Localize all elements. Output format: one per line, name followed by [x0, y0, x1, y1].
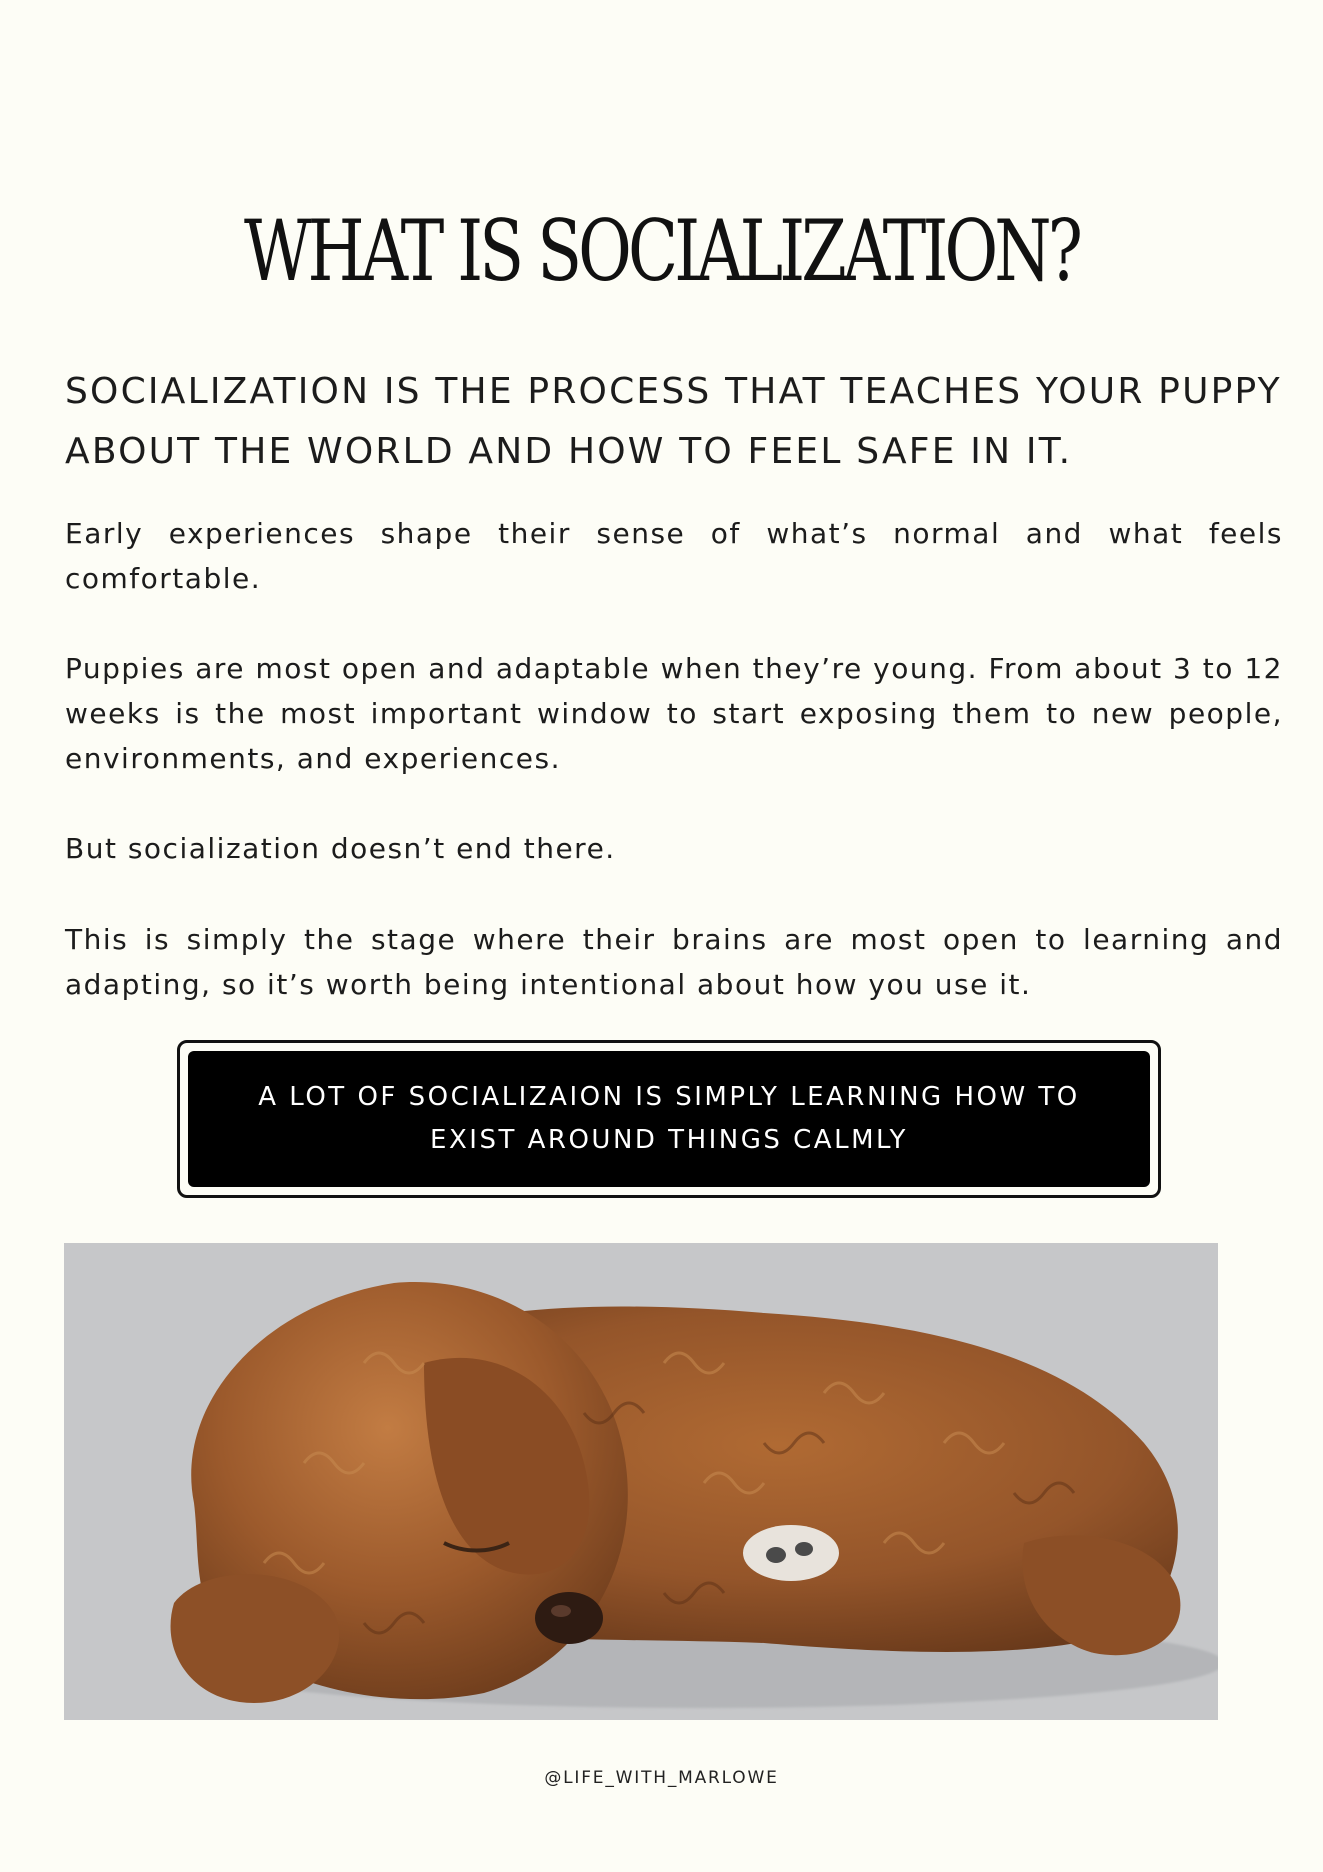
paragraph-doesnt-end: But socialization doesn’t end there. [65, 832, 616, 865]
lead-statement: SOCIALIZATION IS THE PROCESS THAT TEACHES YOUR PUPPY ABOUT THE WORLD AND HOW TO FEEL SAFE IN IT. [65, 371, 1282, 472]
callout-text: A LOT OF SOCIALIZAION IS SIMPLY LEARNING HOW TO EXIST AROUND THINGS CALMLY [258, 1082, 1080, 1155]
page-title: WHAT IS SOCIALIZATION? [244, 202, 1079, 300]
puppy-photo [64, 1243, 1218, 1720]
paragraph-puppies-window: Puppies are most open and adaptable when they’re young. From about 3 to 12 weeks is the most important window to start exposing them to new people, environments, and experiences. [65, 652, 1283, 775]
callout-inner [188, 1051, 1150, 1187]
paragraph-simply-the-stage: This is simply the stage where their brains are most open to learning and adapting, so it’s worth being intentional about how you use it. [65, 923, 1283, 1001]
callout-box [177, 1040, 1161, 1198]
sleeping-puppy-icon [64, 1243, 1218, 1720]
paragraph-early-experiences: Early experiences shape their sense of what’s normal and what feels comfortable. [65, 517, 1283, 595]
footer-handle: @LIFE_WITH_MARLOWE [544, 1768, 779, 1788]
